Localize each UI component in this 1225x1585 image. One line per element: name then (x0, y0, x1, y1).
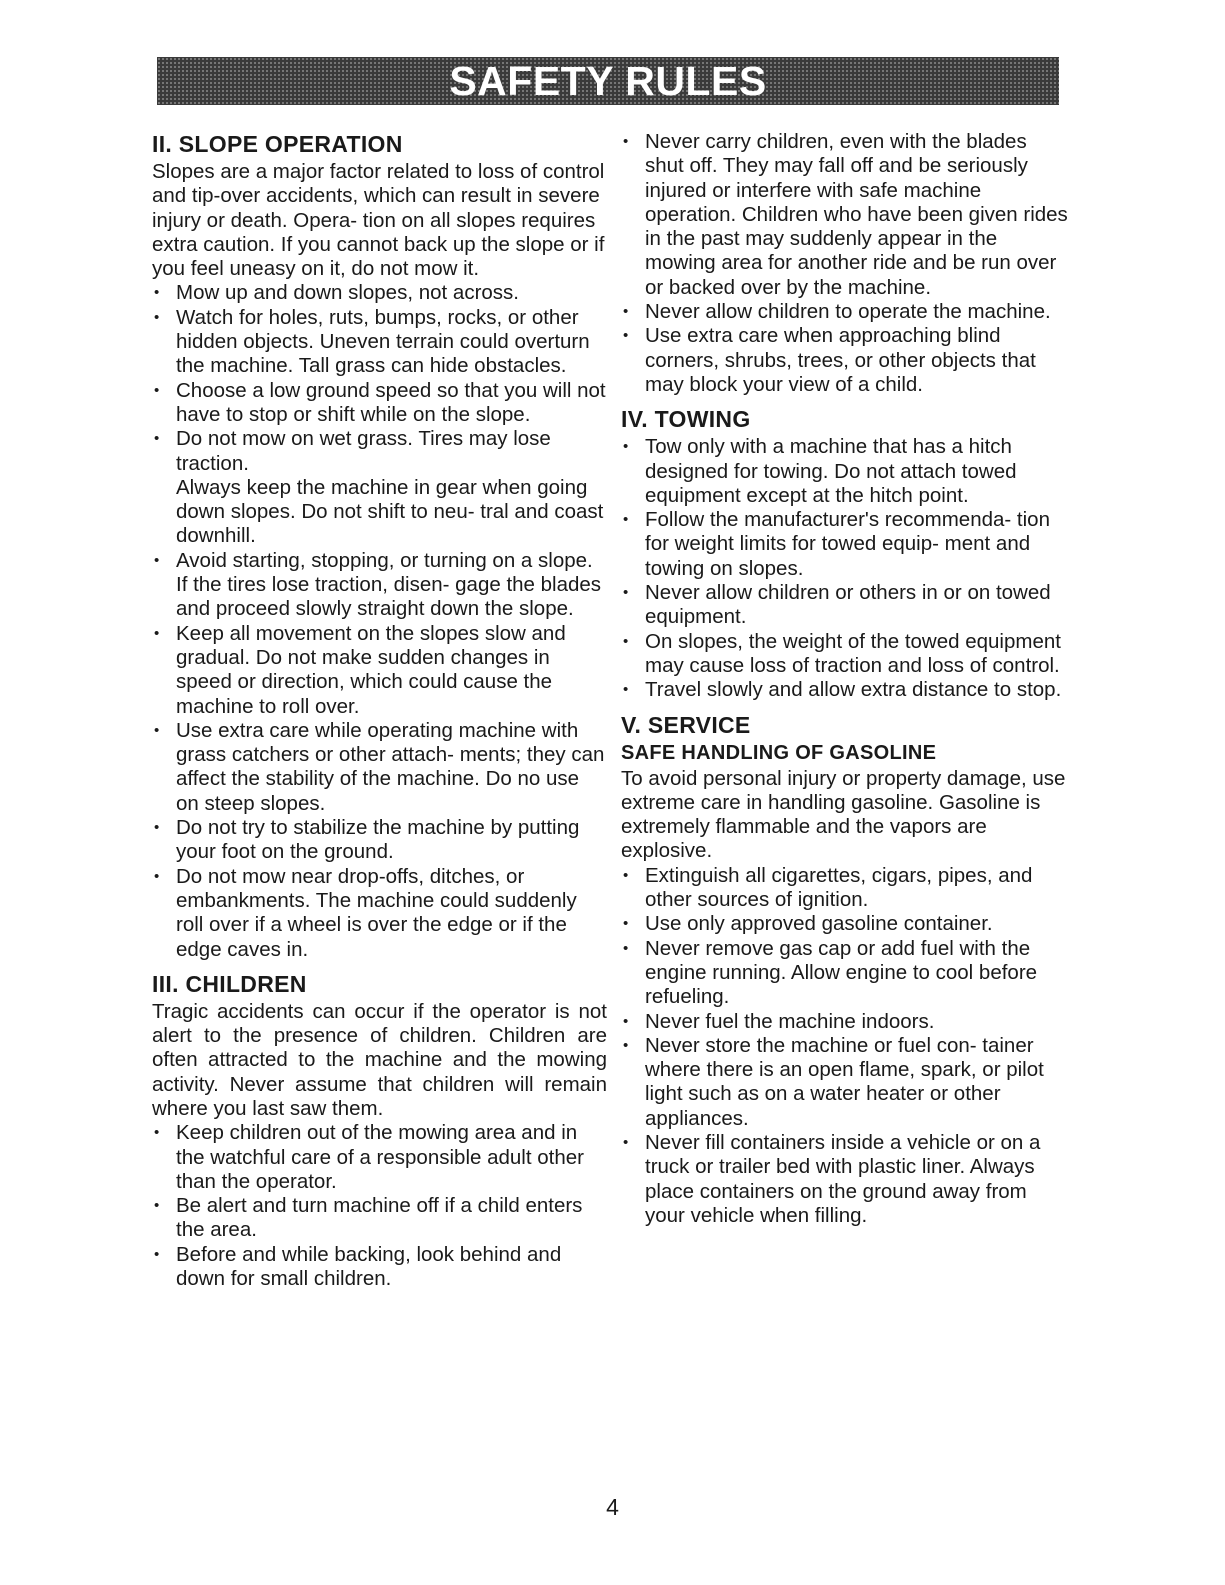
children-heading: III. CHILDREN (152, 970, 307, 997)
service-heading: V. SERVICE (621, 711, 751, 738)
slope-list-continued (152, 549, 607, 962)
gasoline-subheading: SAFE HANDLING OF GASOLINE (621, 741, 937, 764)
list-item: • Do not mow on wet grass. Tires may lose traction. (152, 427, 607, 476)
list-item: • Keep children out of the mowing area and in the watchful care of a responsible adult other than the operator. (152, 1121, 607, 1194)
list-item: • Follow the manufacturer's recommenda- tion for weight limits for towed equip- ment and towing on slopes. (621, 508, 1071, 581)
list-item: • Watch for holes, ruts, bumps, rocks, or other hidden objects. Uneven terrain could overturn the machine. Tall grass can hide obstacles. (152, 306, 607, 379)
slope-heading: II. SLOPE OPERATION (152, 131, 403, 157)
list-item: • Do not mow near drop-offs, ditches, or embankments. The machine could suddenly roll over if a wheel is over the edge or if the edge caves in. (152, 865, 607, 962)
list-item: • Before and while backing, look behind and down for small children. (152, 1243, 607, 1292)
list-item: • Avoid starting, stopping, or turning on a slope. If the tires lose traction, disen- gage the blades and proceed slowly straight down the slope. (152, 549, 607, 622)
list-item: • Choose a low ground speed so that you will not have to stop or shift while on the slope. (152, 379, 607, 428)
list-item: • Use extra care when approaching blind corners, shrubs, trees, or other objects that may block your view of a child. (621, 324, 1071, 397)
list-item: • Never carry children, even with the blades shut off. They may fall off and be seriously injured or interfere with safe machine operation. Children who have been given rides in the past may suddenly appear in the mowing area for another ride and be run over or backed over by the machine. (621, 130, 1071, 300)
slope-list (152, 281, 607, 475)
list-item: • Keep all movement on the slopes slow and gradual. Do not make sudden changes in speed or direction, which could cause the machine to roll over. (152, 622, 607, 719)
service-intro: To avoid personal injury or property damage, use extreme care in handling gasoline. Gasoline is extremely flammable and the vapors are explosive. (621, 766, 1066, 863)
list-item: • Never fuel the machine indoors. (621, 1010, 1071, 1034)
children-intro: Tragic accidents can occur if the operator is not alert to the presence of children. Children are often attracted to the machine and the mowing activity. Never assume that children will remain where you last saw them. (152, 999, 607, 1120)
towing-list (621, 435, 1071, 702)
list-item: • Tow only with a machine that has a hitch designed for towing. Do not attach towed equipment except at the hitch point. (621, 435, 1071, 508)
children-list (152, 1121, 607, 1291)
list-item: • Never store the machine or fuel con- tainer where there is an open flame, spark, or pilot light such as on a water heater or other appliances. (621, 1034, 1071, 1131)
page-title: SAFETY RULES (449, 57, 767, 104)
slope-note: Always keep the machine in gear when going down slopes. Do not shift to neu- tral and coast downhill. (176, 475, 604, 548)
service-list (621, 864, 1071, 1228)
list-item: • Use extra care while operating machine with grass catchers or other attach- ments; they can affect the stability of the machine. Do no use on steep slopes. (152, 719, 607, 816)
list-item: • Never allow children to operate the machine. (621, 300, 1071, 324)
list-item: • Extinguish all cigarettes, cigars, pipes, and other sources of ignition. (621, 864, 1071, 913)
list-item: • Never remove gas cap or add fuel with the engine running. Allow engine to cool before refueling. (621, 937, 1071, 1010)
right-column (621, 130, 1071, 1228)
children-list-continued (621, 130, 1071, 397)
list-item: • Never fill containers inside a vehicle or on a truck or trailer bed with plastic liner. Always place containers on the ground away from your vehicle when filling. (621, 1131, 1071, 1228)
slope-intro: Slopes are a major factor related to loss of control and tip-over accidents, which can result in severe injury or death. Opera- tion on all slopes requires extra caution. If you cannot back up the slope or if you feel uneasy on it, do not mow it. (152, 160, 605, 281)
list-item: • Be alert and turn machine off if a child enters the area. (152, 1194, 607, 1243)
header-banner (157, 57, 1059, 105)
list-item: • Mow up and down slopes, not across. (152, 281, 607, 305)
list-item: • Use only approved gasoline container. (621, 912, 1071, 936)
left-column (152, 130, 607, 1291)
page-number: 4 (606, 1494, 619, 1520)
list-item: • Never allow children or others in or on towed equipment. (621, 581, 1071, 630)
list-item: • Travel slowly and allow extra distance to stop. (621, 678, 1071, 702)
list-item: • Do not try to stabilize the machine by putting your foot on the ground. (152, 816, 607, 865)
towing-heading: IV. TOWING (621, 406, 751, 433)
list-item: • On slopes, the weight of the towed equipment may cause loss of traction and loss of control. (621, 630, 1071, 679)
